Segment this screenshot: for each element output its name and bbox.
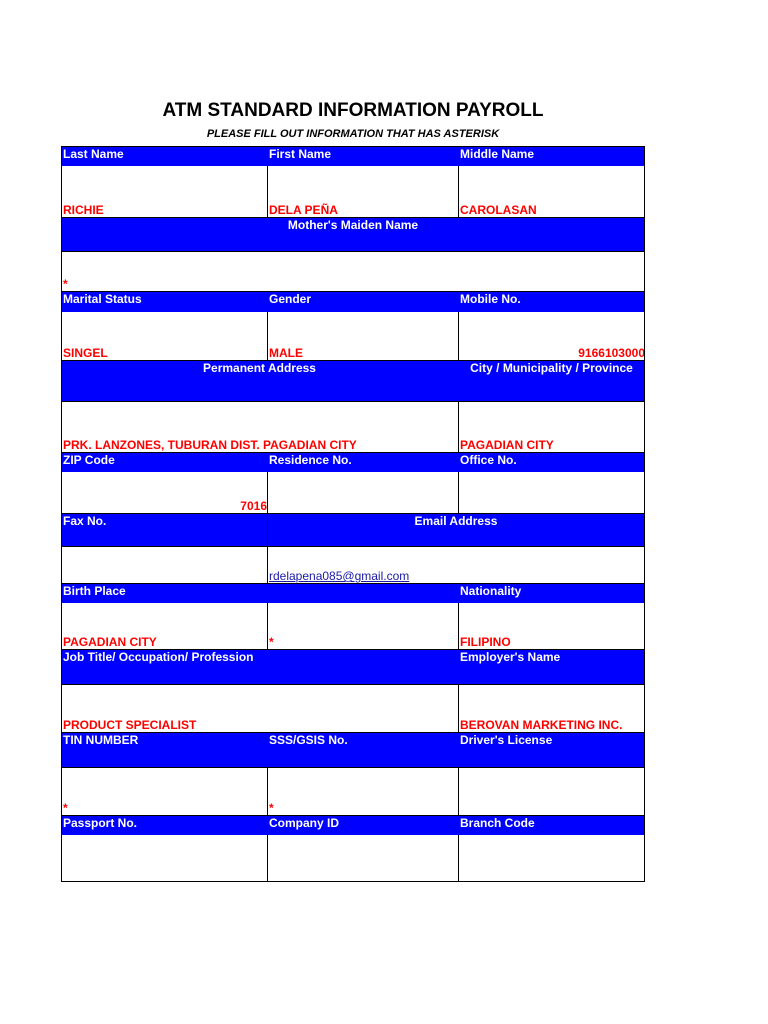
grid-line [458, 835, 459, 882]
employer-name-field[interactable]: BEROVAN MARKETING INC. [458, 684, 645, 732]
grid-line [61, 649, 645, 650]
company-id-field[interactable] [267, 835, 458, 882]
email-link[interactable]: rdelapena085@gmail.com [269, 569, 410, 583]
last-name-field[interactable]: RICHIE [61, 166, 267, 217]
grid-line [61, 546, 645, 547]
birth-place-field[interactable]: PAGADIAN CITY [61, 603, 267, 649]
grid-line [458, 401, 459, 452]
nationality-field[interactable]: FILIPINO [458, 603, 645, 649]
form-subtitle: PLEASE FILL OUT INFORMATION THAT HAS ASTERISK [206, 128, 500, 140]
job-title-label: Job Title/ Occupation/ Profession [61, 649, 458, 684]
mobile-no-label: Mobile No. [458, 291, 645, 312]
payroll-form [61, 146, 645, 882]
zip-code-label: ZIP Code [61, 452, 267, 472]
fax-no-field[interactable] [61, 546, 267, 583]
tin-number-field[interactable]: * [61, 767, 267, 815]
grid-line [458, 684, 459, 732]
grid-line [458, 166, 459, 217]
company-id-label: Company ID [267, 815, 458, 835]
grid-line [61, 360, 645, 361]
drivers-license-field[interactable] [458, 767, 645, 815]
drivers-license-label: Driver's License [458, 732, 645, 767]
grid-line [458, 603, 459, 649]
branch-code-label: Branch Code [458, 815, 645, 835]
email-address-field[interactable] [267, 546, 645, 583]
grid-line [458, 312, 459, 360]
first-name-field[interactable]: DELA PEÑA [267, 166, 458, 217]
city-province-label: City / Municipality / Province [458, 360, 645, 401]
grid-line [61, 767, 645, 768]
job-title-field[interactable]: PRODUCT SPECIALIST [61, 684, 458, 732]
marital-status-field[interactable]: SINGEL [61, 312, 267, 360]
passport-no-field[interactable] [61, 835, 267, 882]
gender-field[interactable]: MALE [267, 312, 458, 360]
grid-line [458, 767, 459, 815]
branch-code-field[interactable] [458, 835, 645, 882]
grid-line [61, 217, 645, 218]
last-name-label: Last Name [61, 146, 267, 166]
birth-place-extra-field[interactable]: * [267, 603, 458, 649]
grid-line [61, 251, 645, 252]
grid-line [61, 684, 645, 685]
grid-line [267, 513, 268, 583]
grid-line [267, 835, 268, 882]
grid-line [267, 166, 268, 217]
passport-no-label: Passport No. [61, 815, 267, 835]
zip-code-field[interactable]: 7016 [61, 472, 267, 513]
grid-line [267, 603, 268, 649]
mothers-maiden-name-label: Mother's Maiden Name [61, 217, 645, 251]
grid-line [61, 583, 645, 584]
form-title: ATM STANDARD INFORMATION PAYROLL [162, 100, 544, 121]
middle-name-label: Middle Name [458, 146, 645, 166]
mothers-maiden-name-field[interactable]: * [61, 251, 645, 291]
permanent-address-label: Permanent Address [61, 360, 458, 401]
grid-line [267, 312, 268, 360]
tin-number-label: TIN NUMBER [61, 732, 267, 767]
sss-gsis-label: SSS/GSIS No. [267, 732, 458, 767]
gender-label: Gender [267, 291, 458, 312]
sss-gsis-field[interactable]: * [267, 767, 458, 815]
mobile-no-field[interactable]: 9166103000 [458, 312, 645, 360]
grid-line [61, 452, 645, 453]
grid-line [61, 513, 645, 514]
grid-line [458, 472, 459, 513]
grid-line [61, 815, 645, 816]
residence-no-label: Residence No. [267, 452, 458, 472]
grid-line [61, 291, 645, 292]
marital-status-label: Marital Status [61, 291, 267, 312]
city-province-field[interactable]: PAGADIAN CITY [458, 401, 645, 452]
email-address-label: Email Address [267, 513, 645, 546]
office-no-field[interactable] [458, 472, 645, 513]
nationality-label: Nationality [458, 583, 645, 603]
first-name-label: First Name [267, 146, 458, 166]
grid-line [61, 401, 645, 402]
permanent-address-field[interactable]: PRK. LANZONES, TUBURAN DIST. PAGADIAN CITY [61, 401, 458, 452]
birth-place-label: Birth Place [61, 583, 458, 603]
grid-line [267, 472, 268, 513]
grid-line [61, 732, 645, 733]
middle-name-field[interactable]: CAROLASAN [458, 166, 645, 217]
office-no-label: Office No. [458, 452, 645, 472]
employer-name-label: Employer's Name [458, 649, 645, 684]
grid-line [267, 767, 268, 815]
residence-no-field[interactable] [267, 472, 458, 513]
fax-no-label: Fax No. [61, 513, 267, 546]
